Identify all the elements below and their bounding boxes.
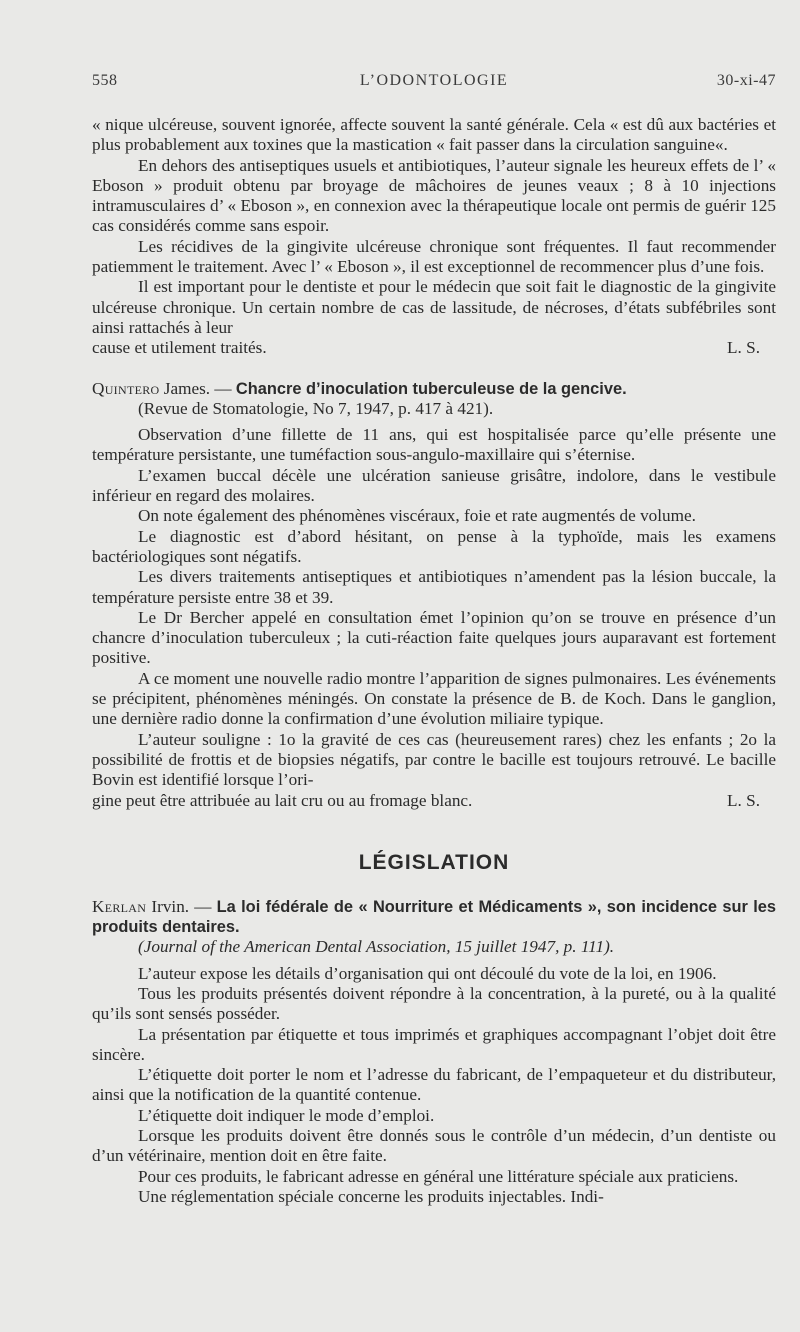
- article-source: (Revue de Stomatologie, No 7, 1947, p. 417 à 421).: [138, 398, 494, 418]
- article-paragraph: L’auteur souligne : 1o la gravité de ces cas (heureusement rares) chez les enfants ; 2o la possibilité de frottis et de biopsies négatifs, par contre le bacille est toujours retrouvé. Le bacille Bovin est identifié lorsque l’ori-: [92, 729, 776, 790]
- journal-title: L’ODONTOLOGIE: [359, 72, 509, 89]
- article-author-surname: Quintero: [92, 378, 160, 398]
- article-paragraph: La présentation par étiquette et tous imprimés et graphiques accompagnant l’objet doit être sincère.: [92, 1024, 776, 1064]
- article-heading-quintero: [92, 379, 776, 420]
- intro-signature: L. S.: [727, 338, 760, 358]
- article-title: La loi fédérale de « Nourriture et Médicaments », son incidence sur les produits dentaires.: [92, 897, 777, 937]
- article-author-surname: Kerlan: [92, 896, 147, 916]
- article-author-first: Irvin.: [151, 896, 190, 916]
- article-title: Chancre d’inoculation tuberculeuse de la gencive.: [235, 379, 627, 398]
- issue-date: 30-xi-47: [716, 72, 776, 89]
- intro-paragraph: Il est important pour le dentiste et pour le médecin que soit fait le diagnostic de la gingivite ulcéreuse chronique. Un certain nombre de cas de lassitude, de nécroses, d’états subfébriles sont ainsi rattachés à leur: [92, 277, 776, 337]
- article-paragraph: L’étiquette doit porter le nom et l’adresse du fabricant, de l’empaqueteur et du distributeur, ainsi que la notification de la quantité contenue.: [92, 1065, 776, 1105]
- intro-paragraph: En dehors des antiseptiques usuels et antibiotiques, l’auteur signale les heureux effets de l’ « Eboson » produit obtenu par broyage de mâchoires de jeunes veaux ; 8 à 10 injections intramusculaires d’ « Eboson », en connexion avec la thérapeutique locale ont permis de guérir 125 cas considérés comme sans espoir.: [92, 155, 776, 236]
- article-paragraph: On note également des phénomènes viscéraux, foie et rate augmentés de volume.: [138, 506, 696, 526]
- article-paragraph: Le Dr Bercher appelé en consultation émet l’opinion qu’on se trouve en présence d’un chancre d’inoculation tuberculeux ; la cuti-réaction faite quelques jours auparavant est fortement positive.: [92, 607, 776, 668]
- article-paragraph: Pour ces produits, le fabricant adresse en général une littérature spéciale aux praticiens.: [138, 1166, 739, 1186]
- intro-closing-line: [92, 338, 776, 358]
- article-last-text: gine peut être attribuée au lait cru ou au fromage blanc.: [92, 790, 473, 810]
- intro-paragraph: « nique ulcéreuse, souvent ignorée, affecte souvent la santé générale. Cela « est dû aux bactéries et plus probablement aux toxines que la mastication « fait passer dans la circulation sanguine«.: [92, 115, 776, 155]
- article-paragraph: L’auteur expose les détails d’organisation qui ont découlé du vote de la loi, en 1906.: [138, 963, 717, 983]
- intro-last-text: cause et utilement traités.: [92, 338, 267, 358]
- article-paragraph: Le diagnostic est d’abord hésitant, on pense à la typhoïde, mais les examens bactériologiques sont négatifs.: [92, 526, 776, 566]
- article-signature: L. S.: [727, 790, 760, 810]
- article-paragraph: Les divers traitements antiseptiques et antibiotiques n’amendent pas la lésion buccale, la température persiste entre 38 et 39.: [92, 567, 776, 607]
- article-closing-line: [92, 791, 776, 811]
- page-number: 558: [92, 72, 118, 89]
- article-dash: —: [194, 896, 212, 916]
- article-dash: —: [214, 378, 232, 398]
- article-paragraph: Une réglementation spéciale concerne les produits injectables. Indi-: [138, 1186, 604, 1206]
- article-paragraph: Observation d’une fillette de 11 ans, qui est hospitalisée parce qu’elle présente une température persistante, une tuméfaction sous-angulo-maxillaire qui s’éternise.: [92, 425, 776, 465]
- article-paragraph: A ce moment une nouvelle radio montre l’apparition de signes pulmonaires. Les événements se précipitent, phénomènes méningés. On constate la présence de B. de Koch. Dans le ganglion, une dernière radio donne la confirmation d’une évolution miliaire typique.: [92, 668, 776, 729]
- article-paragraph: L’étiquette doit indiquer le mode d’emploi.: [138, 1105, 435, 1125]
- page-body: [92, 115, 776, 1207]
- article-paragraph: Tous les produits présentés doivent répondre à la concentration, à la pureté, ou à la qualité qu’ils sont sensés posséder.: [92, 983, 776, 1024]
- section-heading: LÉGISLATION: [358, 850, 510, 874]
- article-source: (Journal of the American Dental Association, 15 juillet 1947, p. 111).: [138, 937, 615, 957]
- article-heading-kerlan: [92, 897, 776, 958]
- article-paragraph: Lorsque les produits doivent être donnés sous le contrôle d’un médecin, d’un dentiste ou d’un vétérinaire, mention doit en être faite.: [92, 1126, 776, 1166]
- intro-paragraph: Les récidives de la gingivite ulcéreuse chronique sont fréquentes. Il faut recommender patiemment le traitement. Avec l’ « Eboson », il est exceptionnel de recommencer plus d’une fois.: [92, 236, 776, 277]
- article-author-first: James.: [163, 378, 211, 398]
- article-paragraph: L’examen buccal décèle une ulcération sanieuse grisâtre, indolore, dans le vestibule inférieur en regard des molaires.: [92, 465, 776, 506]
